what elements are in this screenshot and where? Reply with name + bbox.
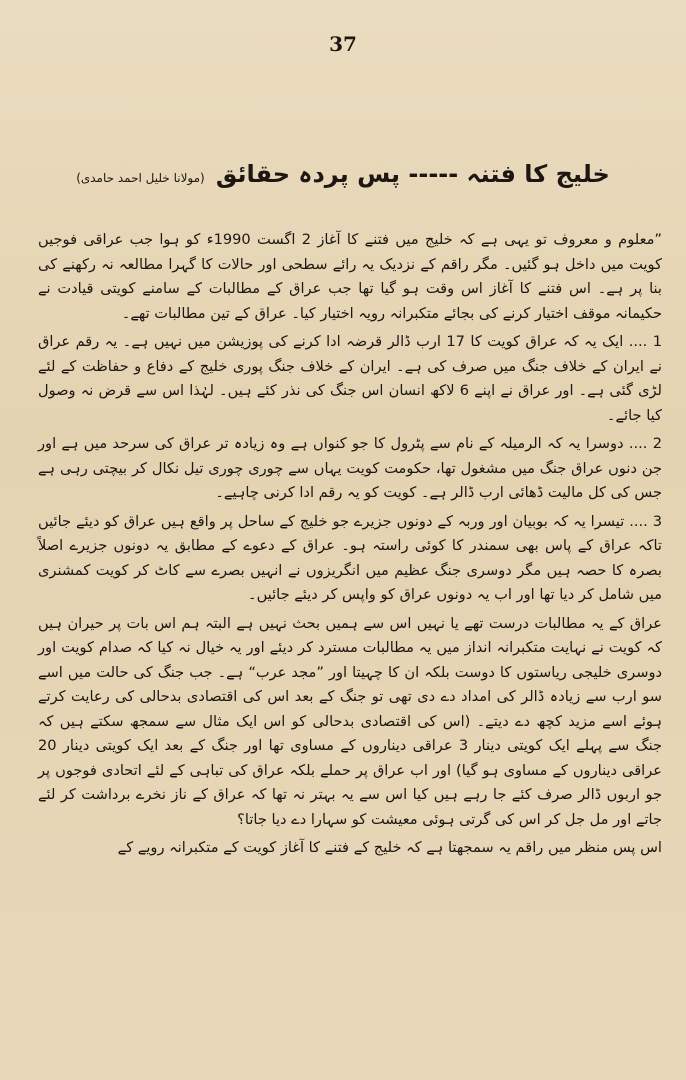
paragraph-demand-3: 3 .... تیسرا یہ کہ بوبیان اور وربہ کے دونوں جزیرے جو خلیج کے ساحل پر واقع ہیں عراق کو دیئے جائیں تاکہ عراق کے پاس بھی سمندر کا کوئی راستہ ہو۔ عراق کے دعوے کے مطابق یہ دونوں جزیرے اصلاً بصرہ کا حصہ ہیں مگر دوسری جنگ عظیم میں انگریزوں نے انہیں بصرے سے کاٹ کر کویت کمشنری میں شامل کر دیا تھا اور اب یہ دونوں عراق کو واپس کر دیئے جائیں۔ xyxy=(38,512,662,603)
paragraph-demand-2: 2 .... دوسرا یہ کہ الرمیلہ کے نام سے پٹرول کا جو کنواں ہے وہ زیادہ تر عراق کی سرحد میں ہے اور جن دنوں عراق جنگ میں مشغول تھا، حکومت کویت یہاں سے چوری چوری تیل نکال کر بیچتی رہی ہے جس کی کل مالیت ڈھائی ارب ڈالر ہے۔ کویت کو یہ رقم ادا کرنی چاہیے۔ xyxy=(38,435,662,501)
paragraph-analysis: عراق کے یہ مطالبات درست تھے یا نہیں اس سے ہمیں بحث نہیں ہے البتہ ہم اس بات پر حیران ہیں کہ کویت نے نہایت متکبرانہ انداز میں یہ مطالبات مسترد کر دیئے اور یہ خیال نہ کیا کہ صدام کویت اور دوسری خلیجی ریاستوں کا دوست بلکہ ان کا چہیتا اور ”مجد عرب“ ہے۔ جب جنگ کی حالت میں اسے سو ارب سے زیادہ ڈالر کی امداد دے دی تھی تو جنگ کے بعد اس کی اقتصادی بدحالی کی رعایت کرتے ہوئے اسے مزید کچھ دے دیتے۔ (اس کی اقتصادی بدحالی کو اس ایک مثال سے سمجھ سکتے ہیں کہ جنگ سے پہلے ایک کویتی دینار 3 عراقی دیناروں کے مساوی تھا اور جنگ کے بعد ایک کویتی دینار 20 عراقی دیناروں کے مساوی ہو گیا) اور اب عراق پر حملے بلکہ عراق کی تباہی کے لئے اتحادی فوجوں پر جو اربوں ڈالر صرف کئے جا رہے ہیں کیا اس سے یہ بہتر نہ تھا کہ عراق کے ناز نخرے برداشت کر لئے جاتے اور مل جل کر اس کی گرتی ہوئی معیشت کو سہارا دے دیا جاتا؟ xyxy=(38,614,662,828)
paragraph-conclusion: اس پس منظر میں راقم یہ سمجھتا ہے کہ خلیج کے فتنے کا آغاز کویت کے متکبرانہ رویے کے xyxy=(117,839,662,856)
article-body xyxy=(38,228,662,861)
author-name: (مولانا خلیل احمد حامدی) xyxy=(76,171,205,185)
paragraph-intro: ”معلوم و معروف تو یہی ہے کہ خلیج میں فتنے کا آغاز 2 اگست 1990ء کو ہوا جب عراقی فوجیں کویت میں داخل ہو گئیں۔ مگر راقم کے نزدیک یہ رائے سطحی اور حالات کا گہرا مطالعہ نہ رکھنے کی بنا پر ہے۔ اس فتنے کا آغاز اس وقت ہو گیا تھا جب عراق کے مطالبات کے سامنے کویتی قیادت نے حکیمانہ موقف اختیار کرنے کی بجائے متکبرانہ رویہ اختیار کیا۔ عراق کے تین مطالبات تھے۔ xyxy=(38,231,662,322)
paragraph-demand-1: 1 .... ایک یہ کہ عراق کویت کا 17 ارب ڈالر قرضہ ادا کرنے کی پوزیشن میں نہیں ہے۔ یہ رقم عراق نے ایران کے خلاف جنگ میں صرف کی ہے۔ ایران کے خلاف جنگ پوری خلیج کے دفاع و حفاظت کے لئے لڑی گئی ہے۔ اور عراق نے اپنے 6 لاکھ انسان اس جنگ کی نذر کئے ہیں۔ لہٰذا اس سے قرض نہ وصول کیا جائے۔ xyxy=(38,333,663,424)
heading xyxy=(48,160,638,188)
page-number: 37 xyxy=(329,32,357,56)
article-title: خلیج کا فتنہ ----- پس پردہ حقائق xyxy=(215,160,610,188)
